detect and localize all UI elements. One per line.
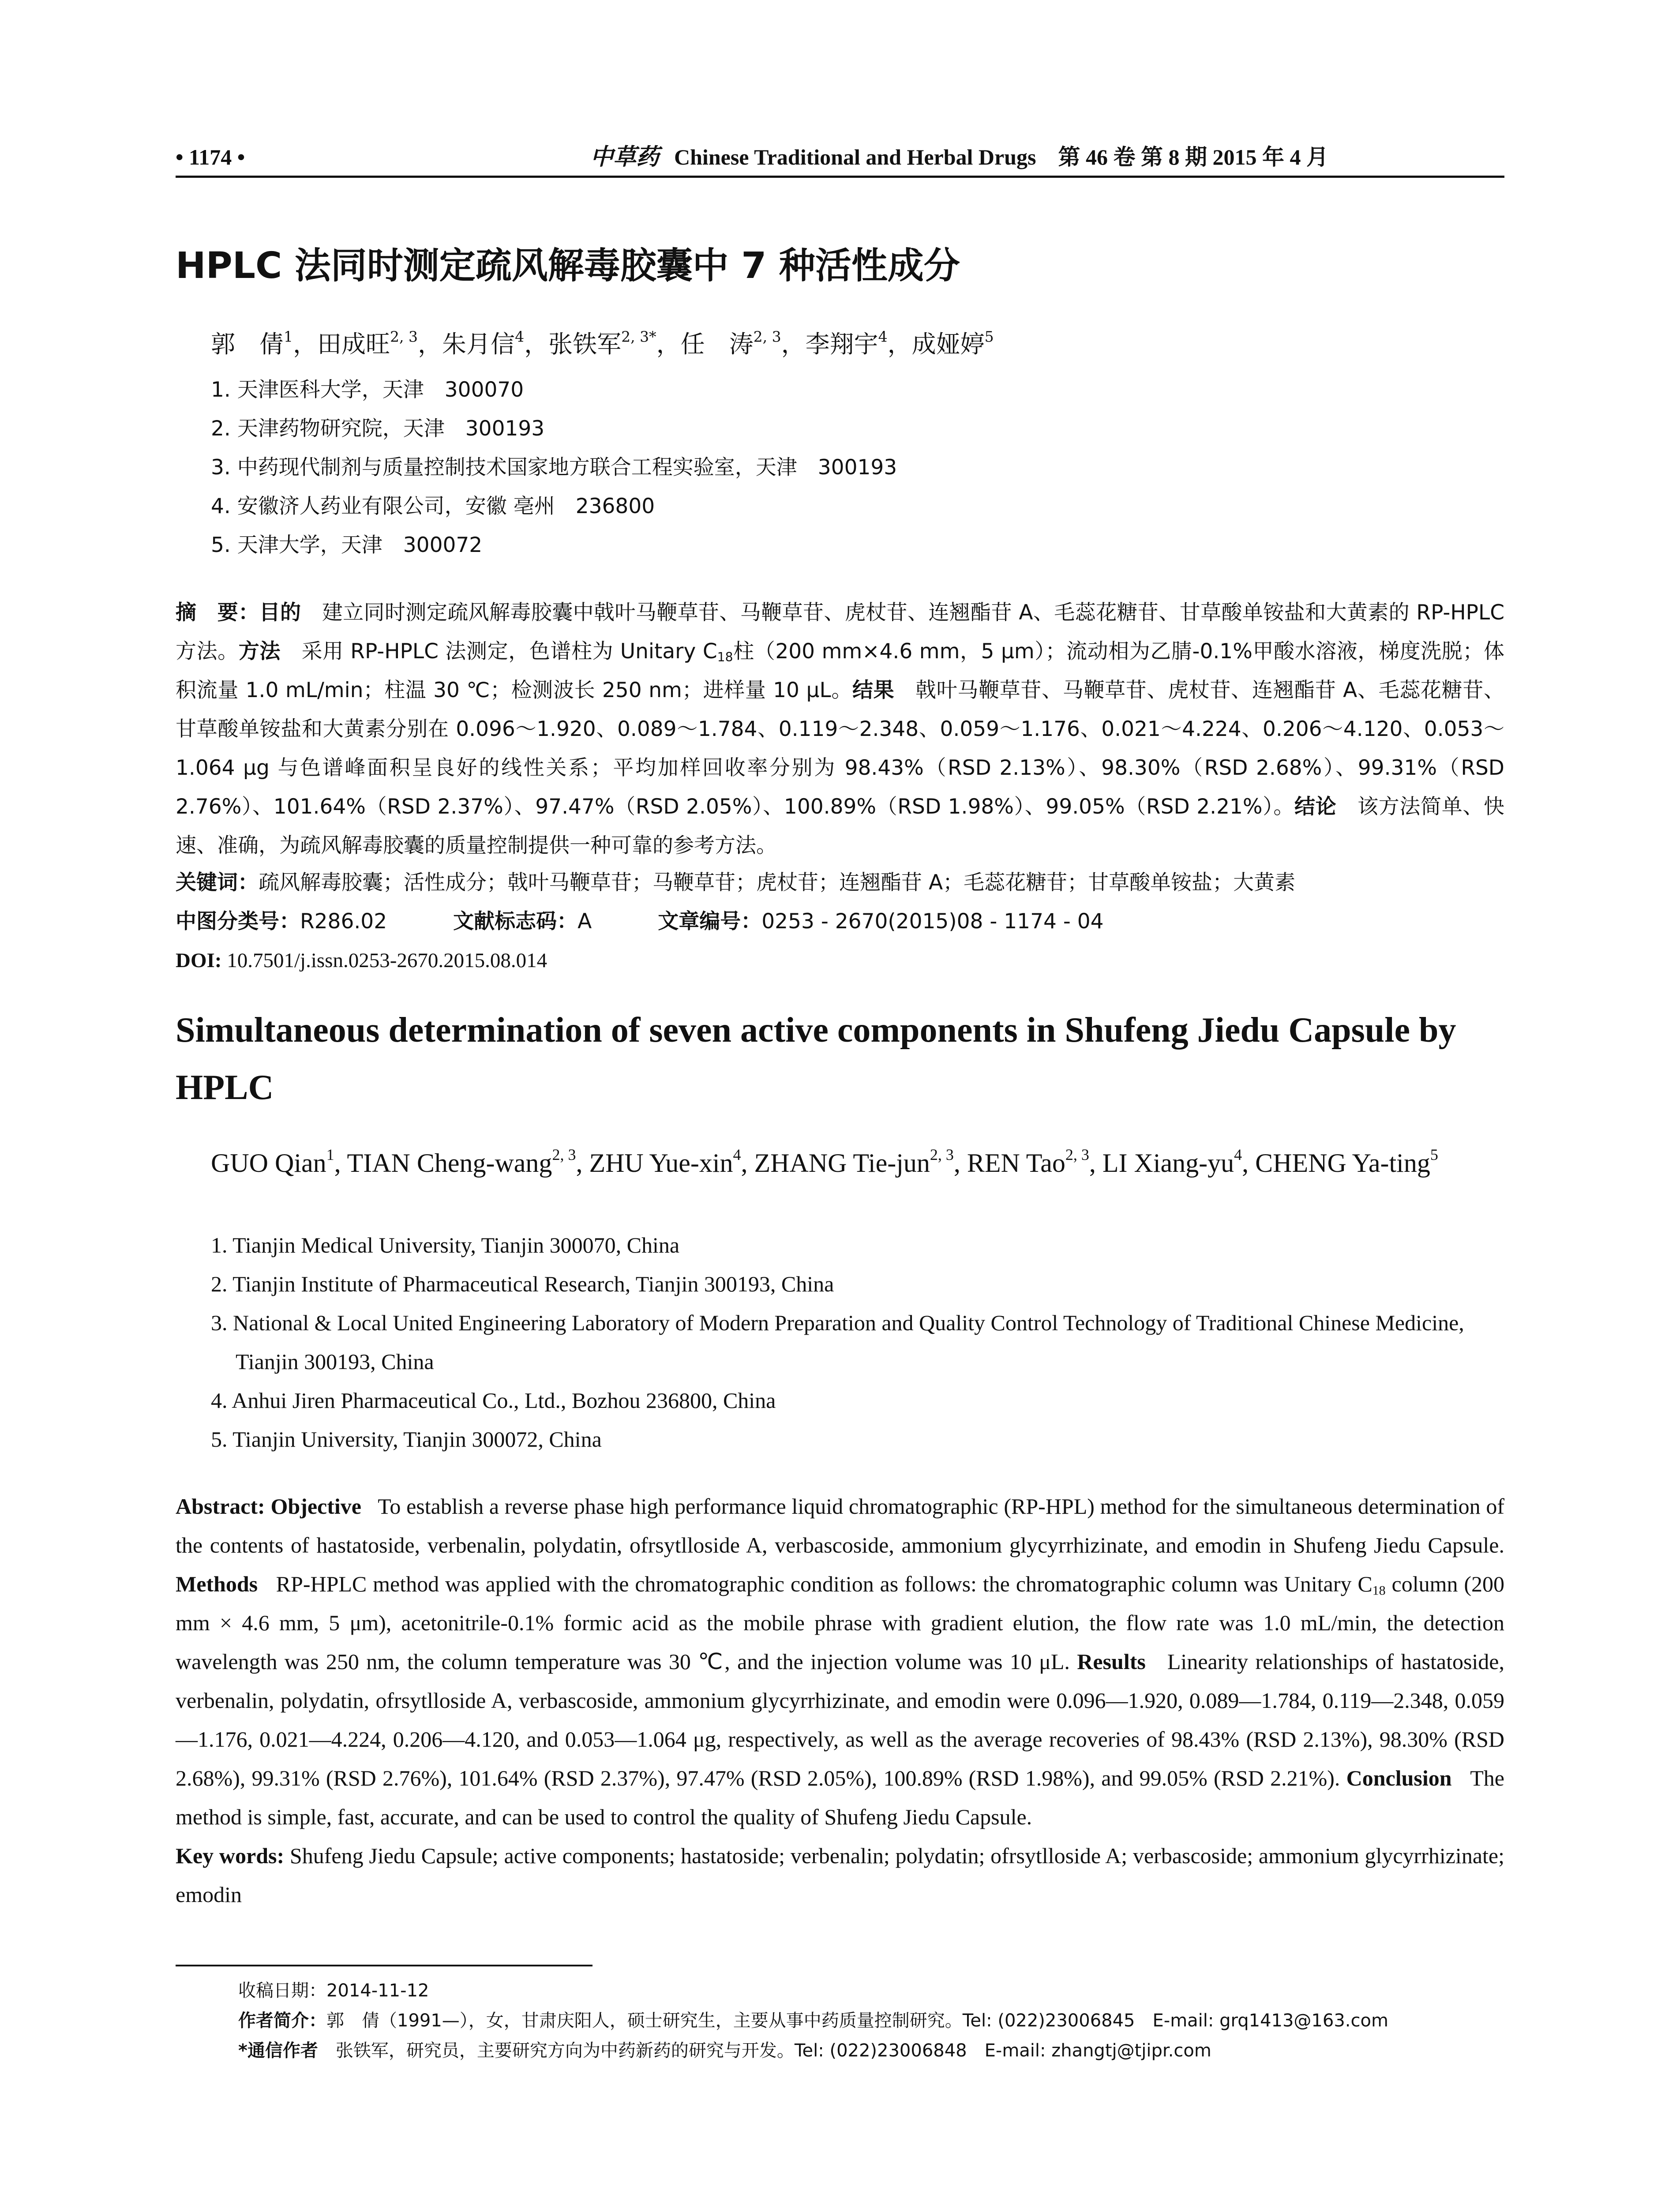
affiliation-en: 3. National & Local United Engineering Laboratory of Modern Preparation and Quality Control Technology of Traditional Chinese Medicine, Tianjin 300193, China <box>211 1310 1464 1374</box>
affiliation-cn: 2. 天津药物研究院，天津 300193 <box>211 416 545 441</box>
corresponding-label: *通信作者 <box>238 2041 318 2061</box>
author-cn-affil: 4 <box>515 328 525 345</box>
methods-cn-label: 方法 <box>238 639 281 664</box>
meta-cn <box>176 863 1504 980</box>
doi-label: DOI: <box>176 949 222 972</box>
journal-name: Chinese Traditional and Herbal Drugs <box>674 145 1036 169</box>
abstract-cn-label: 摘 要： <box>176 600 259 625</box>
conclusion-cn-label: 结论 <box>1294 795 1337 819</box>
clc-label: 中图分类号： <box>176 909 300 934</box>
author-en: TIAN Cheng-wang <box>347 1148 552 1178</box>
affiliation-cn: 1. 天津医科大学，天津 300070 <box>211 378 524 402</box>
received-label: 收稿日期： <box>238 1981 326 2001</box>
methods-en-subscript: 18 <box>1372 1583 1386 1598</box>
keywords-en: Shufeng Jiedu Capsule; active components; hastatoside; verbenalin; polydatin; ofrsytlloside A; verbascoside; ammonium glycyrrhizinate; emodin <box>176 1843 1504 1907</box>
affiliation-en: 2. Tianjin Institute of Pharmaceutical Research, Tianjin 300193, China <box>211 1272 834 1296</box>
author-en: GUO Qian <box>211 1148 326 1178</box>
results-en-label: Results <box>1077 1649 1146 1674</box>
methods-cn-cont: 柱（200 mm×4.6 mm，5 μm）；流动相为乙腈-0.1%甲酸水溶液，梯度洗脱；体积流量 1.0 mL/min；柱温 30 ℃；检测波长 250 nm；进样量 10 μL。 <box>176 639 1504 702</box>
abstract-cn <box>176 593 1504 865</box>
author-cn-affil: 1 <box>284 328 293 345</box>
affiliation-cn: 3. 中药现代制剂与质量控制技术国家地方联合工程实验室，天津 300193 <box>211 455 897 480</box>
author-en-affil: 2, 3 <box>552 1146 576 1163</box>
author-en: ZHU Yue-xin <box>589 1148 733 1178</box>
author-cn: 任 涛 <box>680 330 754 358</box>
doc-code-label: 文献标志码： <box>453 909 578 934</box>
objective-en-label: Objective <box>270 1494 361 1519</box>
results-cn-label: 结果 <box>852 678 895 702</box>
author-en: LI Xiang-yu <box>1102 1148 1234 1178</box>
footnotes <box>238 1976 1504 2066</box>
title-en: Simultaneous determination of seven active components in Shufeng Jiedu Capsule by HPLC <box>176 1011 1456 1107</box>
authors-cn: 郭 倩$^1$，田成旺$^{2, 3}$，朱月信$^4$，张铁军$^{2, 3*}$，任 涛$^{2, 3}$，李翔宇$^4$，成娅婷$^5$ <box>211 328 994 358</box>
journal-logo: 中草药 <box>590 143 660 170</box>
author-cn-affil: 5 <box>984 328 994 345</box>
abstract-en-body <box>176 1487 1504 1836</box>
keywords-cn: 疏风解毒胶囊；活性成分；戟叶马鞭草苷；马鞭草苷；虎杖苷；连翘酯苷 A；毛蕊花糖苷；甘草酸单铵盐；大黄素 <box>259 870 1296 895</box>
footnote-author <box>238 2006 1504 2036</box>
methods-en: RP-HPLC method was applied with the chromatographic condition as follows: the chromatographic column was Unitary C <box>276 1572 1372 1596</box>
title-cn: HPLC 法同时测定疏风解毒胶囊中 7 种活性成分 <box>176 245 960 287</box>
doc-code: A <box>578 909 592 934</box>
author-en-affil: 2, 3 <box>930 1146 954 1163</box>
authors-en: GUO Qian$^1$, TIAN Cheng-wang$^{2, 3}$, ZHU Yue-xin$^4$, ZHANG Tie-jun$^{2, 3}$, REN Tao$^{2, 3}$, LI Xiang-$yu^4$, CHENG Ya-ting$^5$ <box>211 1146 1438 1178</box>
author-cn: 张铁军 <box>548 330 622 358</box>
author-cn-affil: 2, 3 <box>390 328 418 345</box>
article-no-label: 文章编号： <box>658 909 762 934</box>
author-cn: 朱月信 <box>442 330 515 358</box>
journal-title <box>590 142 1328 172</box>
objective-cn-label: 目的 <box>259 600 301 625</box>
doi: 10.7501/j.issn.0253-2670.2015.08.014 <box>227 949 548 972</box>
affiliation-en: 4. Anhui Jiren Pharmaceutical Co., Ltd., Bozhou 236800, China <box>211 1388 776 1413</box>
author-en-affil: 4 <box>1234 1146 1242 1163</box>
author-cn: 李翔宇 <box>805 330 878 358</box>
page-number: • 1174 • <box>176 145 245 169</box>
article-no: 0253 - 2670(2015)08 - 1174 - 04 <box>761 909 1104 934</box>
author-cn: 田成旺 <box>317 330 390 358</box>
methods-en-cont: column (200 mm × 4.6 mm, 5 μm), acetonitrile-0.1% formic acid as the mobile phrase with gradient elution, the flow rate was 1.0 mL/min, the detection wavelength was 250 nm, the column temperature was 30 ℃, and the injection volume was 10 μL. <box>176 1572 1505 1674</box>
affiliation-cn: 4. 安徽济人药业有限公司，安徽 亳州 236800 <box>211 494 655 518</box>
objective-cn: 建立同时测定疏风解毒胶囊中戟叶马鞭草苷、马鞭草苷、虎杖苷、连翘酯苷 A、毛蕊花糖苷、甘草酸单铵盐和大黄素的 RP-HPLC 方法。 <box>176 600 1505 664</box>
author-cn: 郭 倩 <box>211 330 284 358</box>
author-info-label: 作者简介： <box>238 2011 326 2031</box>
corresponding-info: 张铁军，研究员，主要研究方向为中药新药的研究与开发。Tel: (022)23006848 E-mail: zhangtj@tjipr.com <box>335 2041 1211 2061</box>
author-en: ZHANG Tie-jun <box>754 1148 930 1178</box>
affiliation-en: 1. Tianjin Medical University, Tianjin 300070, China <box>211 1233 680 1257</box>
keywords-en-row <box>176 1836 1504 1914</box>
conclusion-en: The method is simple, fast, accurate, and can be used to control the quality of Shufeng Jiedu Capsule. <box>176 1766 1504 1829</box>
affiliation-cn: 5. 天津大学，天津 300072 <box>211 533 483 557</box>
author-cn-affil: 4 <box>878 328 888 345</box>
affiliations-cn <box>211 371 897 565</box>
footnote-rule <box>176 1965 592 1966</box>
keywords-cn-label: 关键词： <box>176 870 259 895</box>
author-en: REN Tao <box>967 1148 1065 1178</box>
author-cn: 成娅婷 <box>911 330 985 358</box>
running-header <box>176 142 1504 172</box>
author-en-affil: 4 <box>733 1146 741 1163</box>
affiliation-en: 5. Tianjin University, Tianjin 300072, China <box>211 1427 602 1452</box>
author-info: 郭 倩（1991—），女，甘肃庆阳人，硕士研究生，主要从事中药质量控制研究。Tel: (022)23006845 E-mail: grq1413@163.com <box>326 2011 1388 2031</box>
results-en: Linearity relationships of hastatoside, verbenalin, polydatin, ofrsytlloside A, verbascoside, ammonium glycyrrhizinate, and emodin were 0.096—1.920, 0.089—1.784, 0.119—2.348, 0.059—1.176, 0.021—4.224, 0.206—4.120, and 0.053—1.064 μg, respectively, as well as the average recoveries of 98.43% (RSD 2.13%), 98.30% (RSD 2.68%), 99.31% (RSD 2.76%), 101.64% (RSD 2.37%), 97.47% (RSD 2.05%), 100.89% (RSD 1.98%), and 99.05% (RSD 2.21%). <box>176 1649 1505 1790</box>
footnote-corresponding <box>238 2036 1504 2066</box>
doi-row <box>176 941 1504 980</box>
journal-issue: 第 46 卷 第 8 期 2015 年 4 月 <box>1058 145 1328 169</box>
clc-number: R286.02 <box>300 909 387 934</box>
author-cn-affil: 2, 3* <box>621 328 656 345</box>
author-en-affil: 1 <box>326 1146 334 1163</box>
abstract-en-label: Abstract: <box>176 1494 265 1519</box>
keywords-cn-row <box>176 863 1504 902</box>
conclusion-en-label: Conclusion <box>1346 1766 1452 1790</box>
abstract-en <box>176 1487 1504 1914</box>
objective-en: To establish a reverse phase high performance liquid chromatographic (RP-HPL) method for the simultaneous determination of the contents of hastatoside, verbenalin, polydatin, ofrsytlloside A, verbascoside, ammonium glycyrrhizinate, and emodin in Shufeng Jiedu Capsule. <box>176 1494 1504 1557</box>
author-en-affil: 2, 3 <box>1065 1146 1089 1163</box>
received-date: 2014-11-12 <box>326 1981 429 2001</box>
footnote-received <box>238 1976 1504 2006</box>
methods-cn-subscript: 18 <box>717 650 733 665</box>
keywords-en-label: Key words: <box>176 1843 285 1868</box>
author-en-affil: 5 <box>1430 1146 1438 1163</box>
methods-cn: 采用 RP-HPLC 法测定，色谱柱为 Unitary C <box>301 639 717 664</box>
results-cn: 戟叶马鞭草苷、马鞭草苷、虎杖苷、连翘酯苷 A、毛蕊花糖苷、甘草酸单铵盐和大黄素分别在 0.096～1.920、0.089～1.784、0.119～2.348、0.059～1.176、0.021～4.224、0.206～4.120、0.053～1.064 μg 与色谱峰面积呈良好的线性关系；平均加样回收率分别为 98.43%（RSD 2.13%）、98.30%（RSD 2.68%）、99.31%（RSD 2.76%）、101.64%（RSD 2.37%）、97.47%（RSD 2.05%）、100.89%（RSD 1.98%）、99.05%（RSD 2.21%）。 <box>176 678 1505 819</box>
author-cn-affil: 2, 3 <box>753 328 781 345</box>
conclusion-cn: 该方法简单、快速、准确，为疏风解毒胶囊的质量控制提供一种可靠的参考方法。 <box>176 795 1505 858</box>
methods-en-label: Methods <box>176 1572 258 1596</box>
affiliations-en <box>211 1226 1504 1459</box>
classification-row <box>176 902 1504 941</box>
header-rule <box>176 176 1504 178</box>
author-en: CHENG Ya-ting <box>1255 1148 1430 1178</box>
